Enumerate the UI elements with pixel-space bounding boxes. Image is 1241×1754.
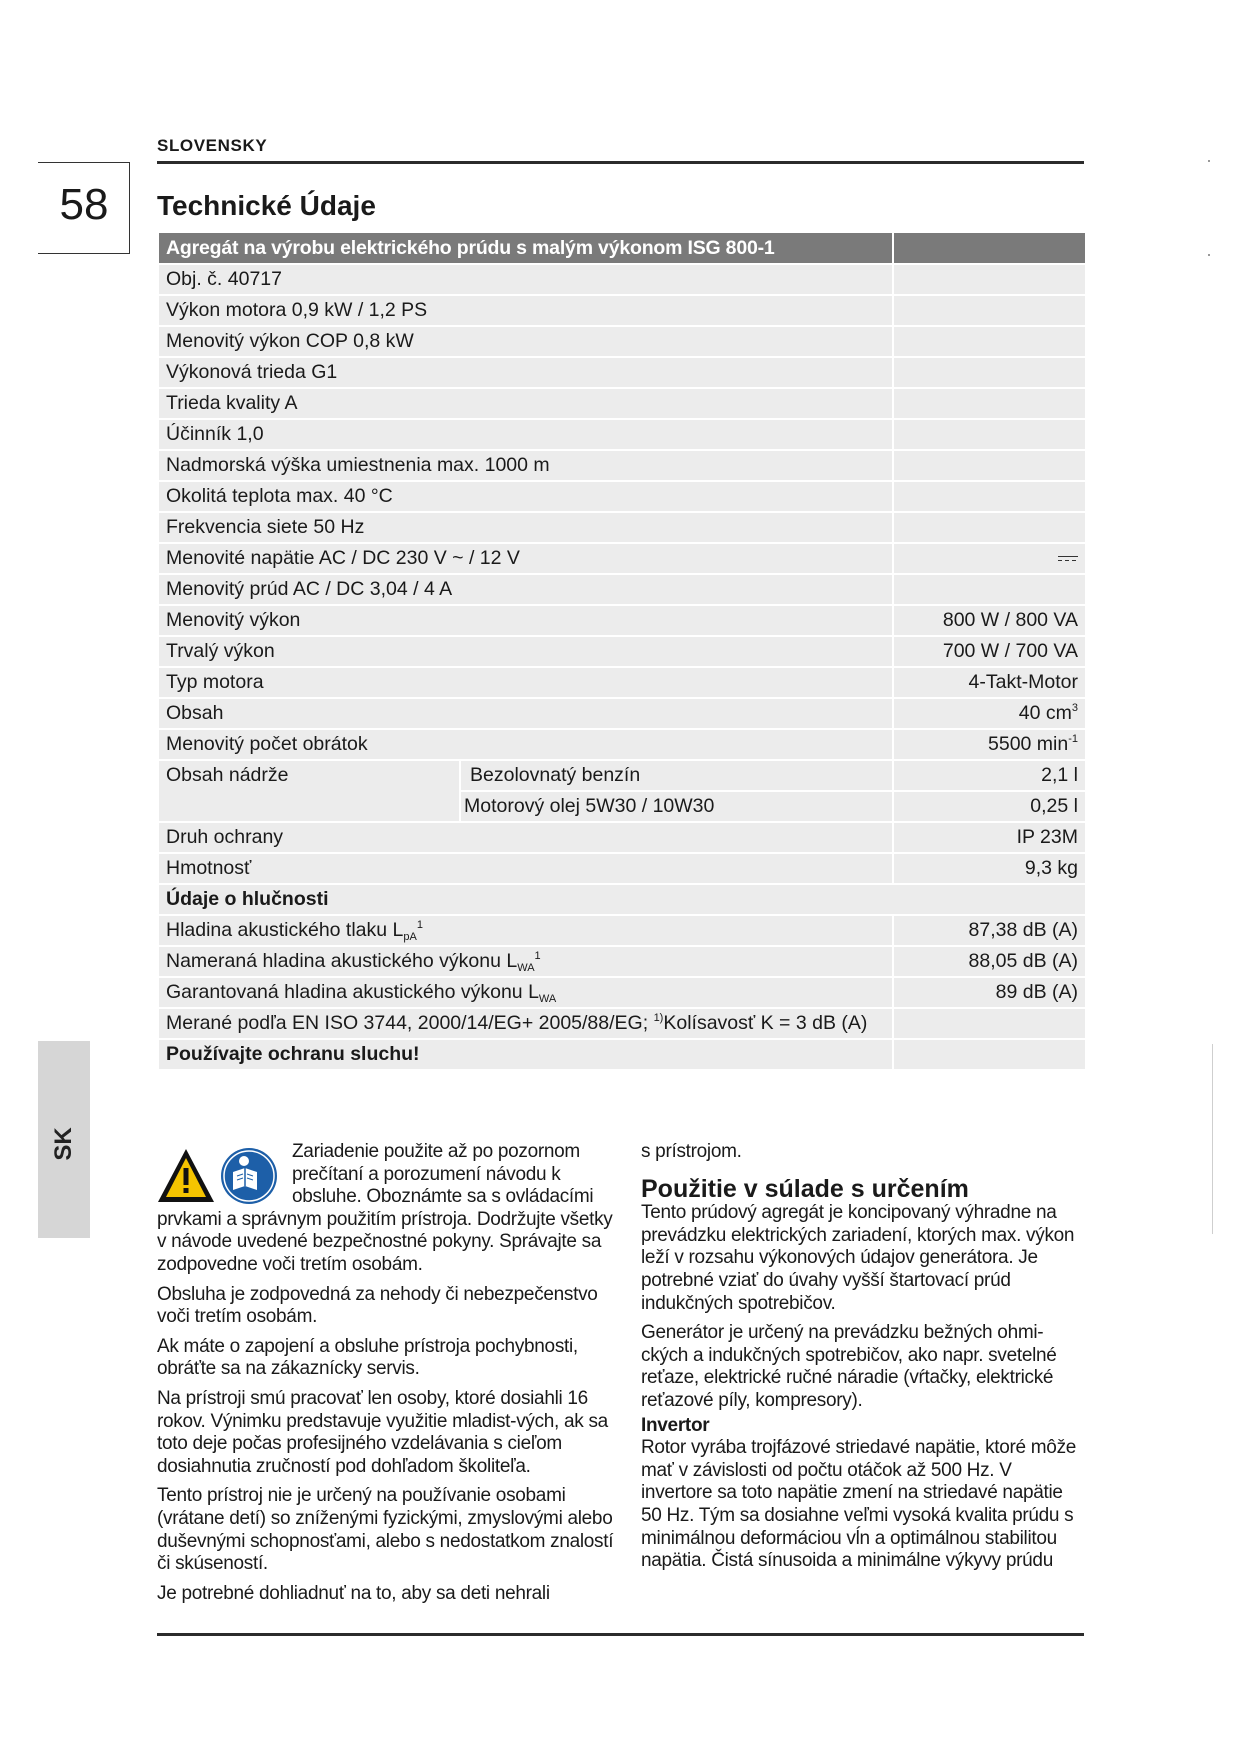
paragraph: Generátor je určený na prevádzku bežných ohmi-ckých a indukčných spotrebičov, ako napr. svetelné reťaze, elektrické ručné náradie (vŕtačky, elektrické reťazové píly, kompresory). xyxy=(641,1322,1057,1411)
row-label: Okolitá teplota max. 40 °C xyxy=(158,481,893,512)
row-value xyxy=(893,357,1086,388)
guaranteed-subscript: WA xyxy=(538,992,557,1005)
measured-note xyxy=(158,1008,893,1039)
pressure-footnote: 1 xyxy=(416,918,423,931)
paragraph: Je potrebné dohliadnuť na to, aby sa deti nehrali xyxy=(157,1582,550,1604)
subsection-title: Invertor xyxy=(641,1414,710,1436)
fuel-label: Bezolovnatý benzín xyxy=(460,760,893,791)
paragraph: Obsluha je zodpovedná za nehody či nebezpečenstvo voči tretím osobám. xyxy=(157,1283,598,1328)
paragraph: Tento prúdový agregát je koncipovaný výhradne na prevádzku elektrických zariadení, ktorých max. výkon leží v rozsahu výkonových údajov generátora. Je potrebné vziať do úvahy vyšší štartovací prúd indukčných spotrebičov. xyxy=(641,1202,1075,1314)
row-label: Menovité napätie AC / DC 230 V ~ / 12 V xyxy=(158,543,893,574)
table-row xyxy=(158,326,1086,357)
table-row xyxy=(158,636,1086,667)
oil-label: Motorový olej 5W30 / 10W30 xyxy=(460,791,893,822)
measured-footnote: 1 xyxy=(534,949,541,962)
table-row xyxy=(158,574,1086,605)
guaranteed-label: Garantovaná hladina akustického výkonu L xyxy=(166,980,539,1003)
left-column xyxy=(157,1141,622,1612)
top-rule xyxy=(157,161,1084,164)
row-value xyxy=(893,729,1086,760)
table-row xyxy=(158,760,1086,791)
row-value xyxy=(893,543,1086,574)
measured-label: Nameraná hladina akustického výkonu L xyxy=(166,949,518,972)
bottom-rule xyxy=(157,1633,1084,1636)
paragraph: Ak máte o zapojení a obsluhe prístroja pochybnosti, obráťte sa na zákaznícky servis. xyxy=(157,1335,578,1380)
row-value xyxy=(893,512,1086,543)
row-label: Výkon motora 0,9 kW / 1,2 PS xyxy=(158,295,893,326)
displacement-unit-exponent: 3 xyxy=(1071,702,1078,714)
table-row xyxy=(158,853,1086,884)
table-row xyxy=(158,357,1086,388)
row-label: Obsah xyxy=(158,698,893,729)
continued-text: s prístrojom. xyxy=(641,1141,742,1162)
table-row xyxy=(158,667,1086,698)
paragraph: Tento prístroj nie je určený na používanie osobami (vrátane detí) so zníženými fyzickými, zmyslovými alebo duševnými schopnosťami, alebo s nedostatkom znalostí či skúseností. xyxy=(157,1485,614,1575)
paragraph: Na prístroji smú pracovať len osoby, ktoré dosiahli 16 rokov. Výnimku predstavuje využitie mladist-vých, ak sa toto deje počas profesijného vzdelávania s cieľom dosiahnutia zručností pod dohľadom školiteľa. xyxy=(157,1387,608,1477)
row-label: Obj. č. 40717 xyxy=(158,264,893,295)
table-row xyxy=(158,295,1086,326)
row-value xyxy=(893,574,1086,605)
margin-dot xyxy=(1208,160,1210,162)
intro-line: Zariadenie použite až po pozornom xyxy=(292,1141,580,1162)
row-label xyxy=(158,977,893,1008)
table-row xyxy=(158,1039,1086,1070)
row-label: Menovitý výkon xyxy=(158,605,893,636)
table-row xyxy=(158,946,1086,977)
paragraph: Rotor vyrába trojfázové striedavé napätie, ktoré môže mať v závislosti od počtu otáčok až 500 Hz. V invertore sa toto napätie zmení na striedavé napätie 50 Hz. Tým sa dosiahne veľmi vysoká kvalita prúdu s minimálnou deformáciou vĺn a optimálnou stabilitou napätia. Čistá sínusoida a minimálne výkyvy prúdu xyxy=(641,1437,1077,1572)
table-row xyxy=(158,512,1086,543)
row-value xyxy=(893,264,1086,295)
row-value: 87,38 dB (A) xyxy=(893,915,1086,946)
row-value: 800 W / 800 VA xyxy=(893,605,1086,636)
row-label: Druh ochrany xyxy=(158,822,893,853)
table-row xyxy=(158,822,1086,853)
row-label xyxy=(158,915,893,946)
row-label: Výkonová trieda G1 xyxy=(158,357,893,388)
row-value xyxy=(893,450,1086,481)
measured-note-k: Kolísavosť K = 3 dB (A) xyxy=(663,1012,868,1034)
rpm-value: 5500 min xyxy=(988,733,1069,755)
row-value xyxy=(893,419,1086,450)
table-row xyxy=(158,977,1086,1008)
table-row xyxy=(158,450,1086,481)
row-value xyxy=(893,326,1086,357)
noise-heading: Údaje o hlučnosti xyxy=(158,884,1086,915)
table-row xyxy=(158,481,1086,512)
row-label: Menovitý počet obrátok xyxy=(158,729,893,760)
intro-line: prečítaní a porozumení návodu k xyxy=(292,1163,561,1185)
rpm-unit-exponent: -1 xyxy=(1068,733,1078,745)
dc-symbol-icon xyxy=(1058,555,1078,563)
table-row xyxy=(158,264,1086,295)
table-header: Agregát na výrobu elektrického prúdu s malým výkonom ISG 800-1 xyxy=(158,232,893,264)
row-value xyxy=(893,388,1086,419)
table-row xyxy=(158,698,1086,729)
row-value: 9,3 kg xyxy=(893,853,1086,884)
row-value xyxy=(893,1039,1086,1070)
table-row xyxy=(158,419,1086,450)
intro-line: obsluhe. Oboznámte sa s ovládacími xyxy=(292,1186,594,1208)
table-row xyxy=(158,1008,1086,1039)
row-label: Menovitý prúd AC / DC 3,04 / 4 A xyxy=(158,574,893,605)
row-label: Menovitý výkon COP 0,8 kW xyxy=(158,326,893,357)
table-row xyxy=(158,543,1086,574)
row-label xyxy=(158,946,893,977)
row-value: 88,05 dB (A) xyxy=(893,946,1086,977)
row-label: Trvalý výkon xyxy=(158,636,893,667)
fuel-value: 2,1 l xyxy=(893,760,1086,791)
hearing-protection-note: Používajte ochranu sluchu! xyxy=(158,1039,893,1070)
page-title: Technické Údaje xyxy=(157,190,376,221)
measured-note-footnote: 1) xyxy=(653,1012,664,1024)
table-header-row xyxy=(158,232,1086,264)
tank-label: Obsah nádrže xyxy=(158,760,460,822)
row-label: Účinník 1,0 xyxy=(158,419,893,450)
row-value: IP 23M xyxy=(893,822,1086,853)
oil-value: 0,25 l xyxy=(893,791,1086,822)
right-column xyxy=(641,1141,1086,1580)
measured-note-text: Merané podľa EN ISO 3744, 2000/14/EG+ 2005/88/EG; xyxy=(166,1012,654,1034)
row-value xyxy=(893,698,1086,729)
table-header-empty xyxy=(893,232,1086,264)
pressure-subscript: pA xyxy=(403,930,417,943)
section-title: Použitie v súlade s určením xyxy=(641,1174,969,1203)
row-label: Trieda kvality A xyxy=(158,388,893,419)
table-row xyxy=(158,605,1086,636)
table-row xyxy=(158,729,1086,760)
language-side-tab-label: SK xyxy=(50,1127,77,1161)
measured-subscript: WA xyxy=(517,961,535,974)
spec-table xyxy=(157,231,1087,1071)
table-row xyxy=(158,915,1086,946)
row-value: 700 W / 700 VA xyxy=(893,636,1086,667)
table-row xyxy=(158,884,1086,915)
row-label: Typ motora xyxy=(158,667,893,698)
margin-dot xyxy=(1208,254,1210,256)
row-value xyxy=(893,481,1086,512)
table-row xyxy=(158,388,1086,419)
page-number: 58 xyxy=(59,180,109,229)
row-label: Nadmorská výška umiestnenia max. 1000 m xyxy=(158,450,893,481)
row-value xyxy=(893,1008,1086,1039)
intro-paragraph: prvkami a správnym použitím prístroja. Dodržujte všetky v návode uvedené bezpečnostné pokyny. Správajte sa zodpovedne voči tretím osobám. xyxy=(157,1208,613,1275)
row-label: Hmotnosť xyxy=(158,853,893,884)
margin-line xyxy=(1212,1044,1213,1234)
row-value: 89 dB (A) xyxy=(893,977,1086,1008)
displacement-value: 40 cm xyxy=(1018,702,1072,724)
row-label: Frekvencia siete 50 Hz xyxy=(158,512,893,543)
pressure-label: Hladina akustického tlaku L xyxy=(166,918,404,941)
row-value xyxy=(893,295,1086,326)
language-label: SLOVENSKY xyxy=(157,136,268,155)
row-value: 4-Takt-Motor xyxy=(893,667,1086,698)
